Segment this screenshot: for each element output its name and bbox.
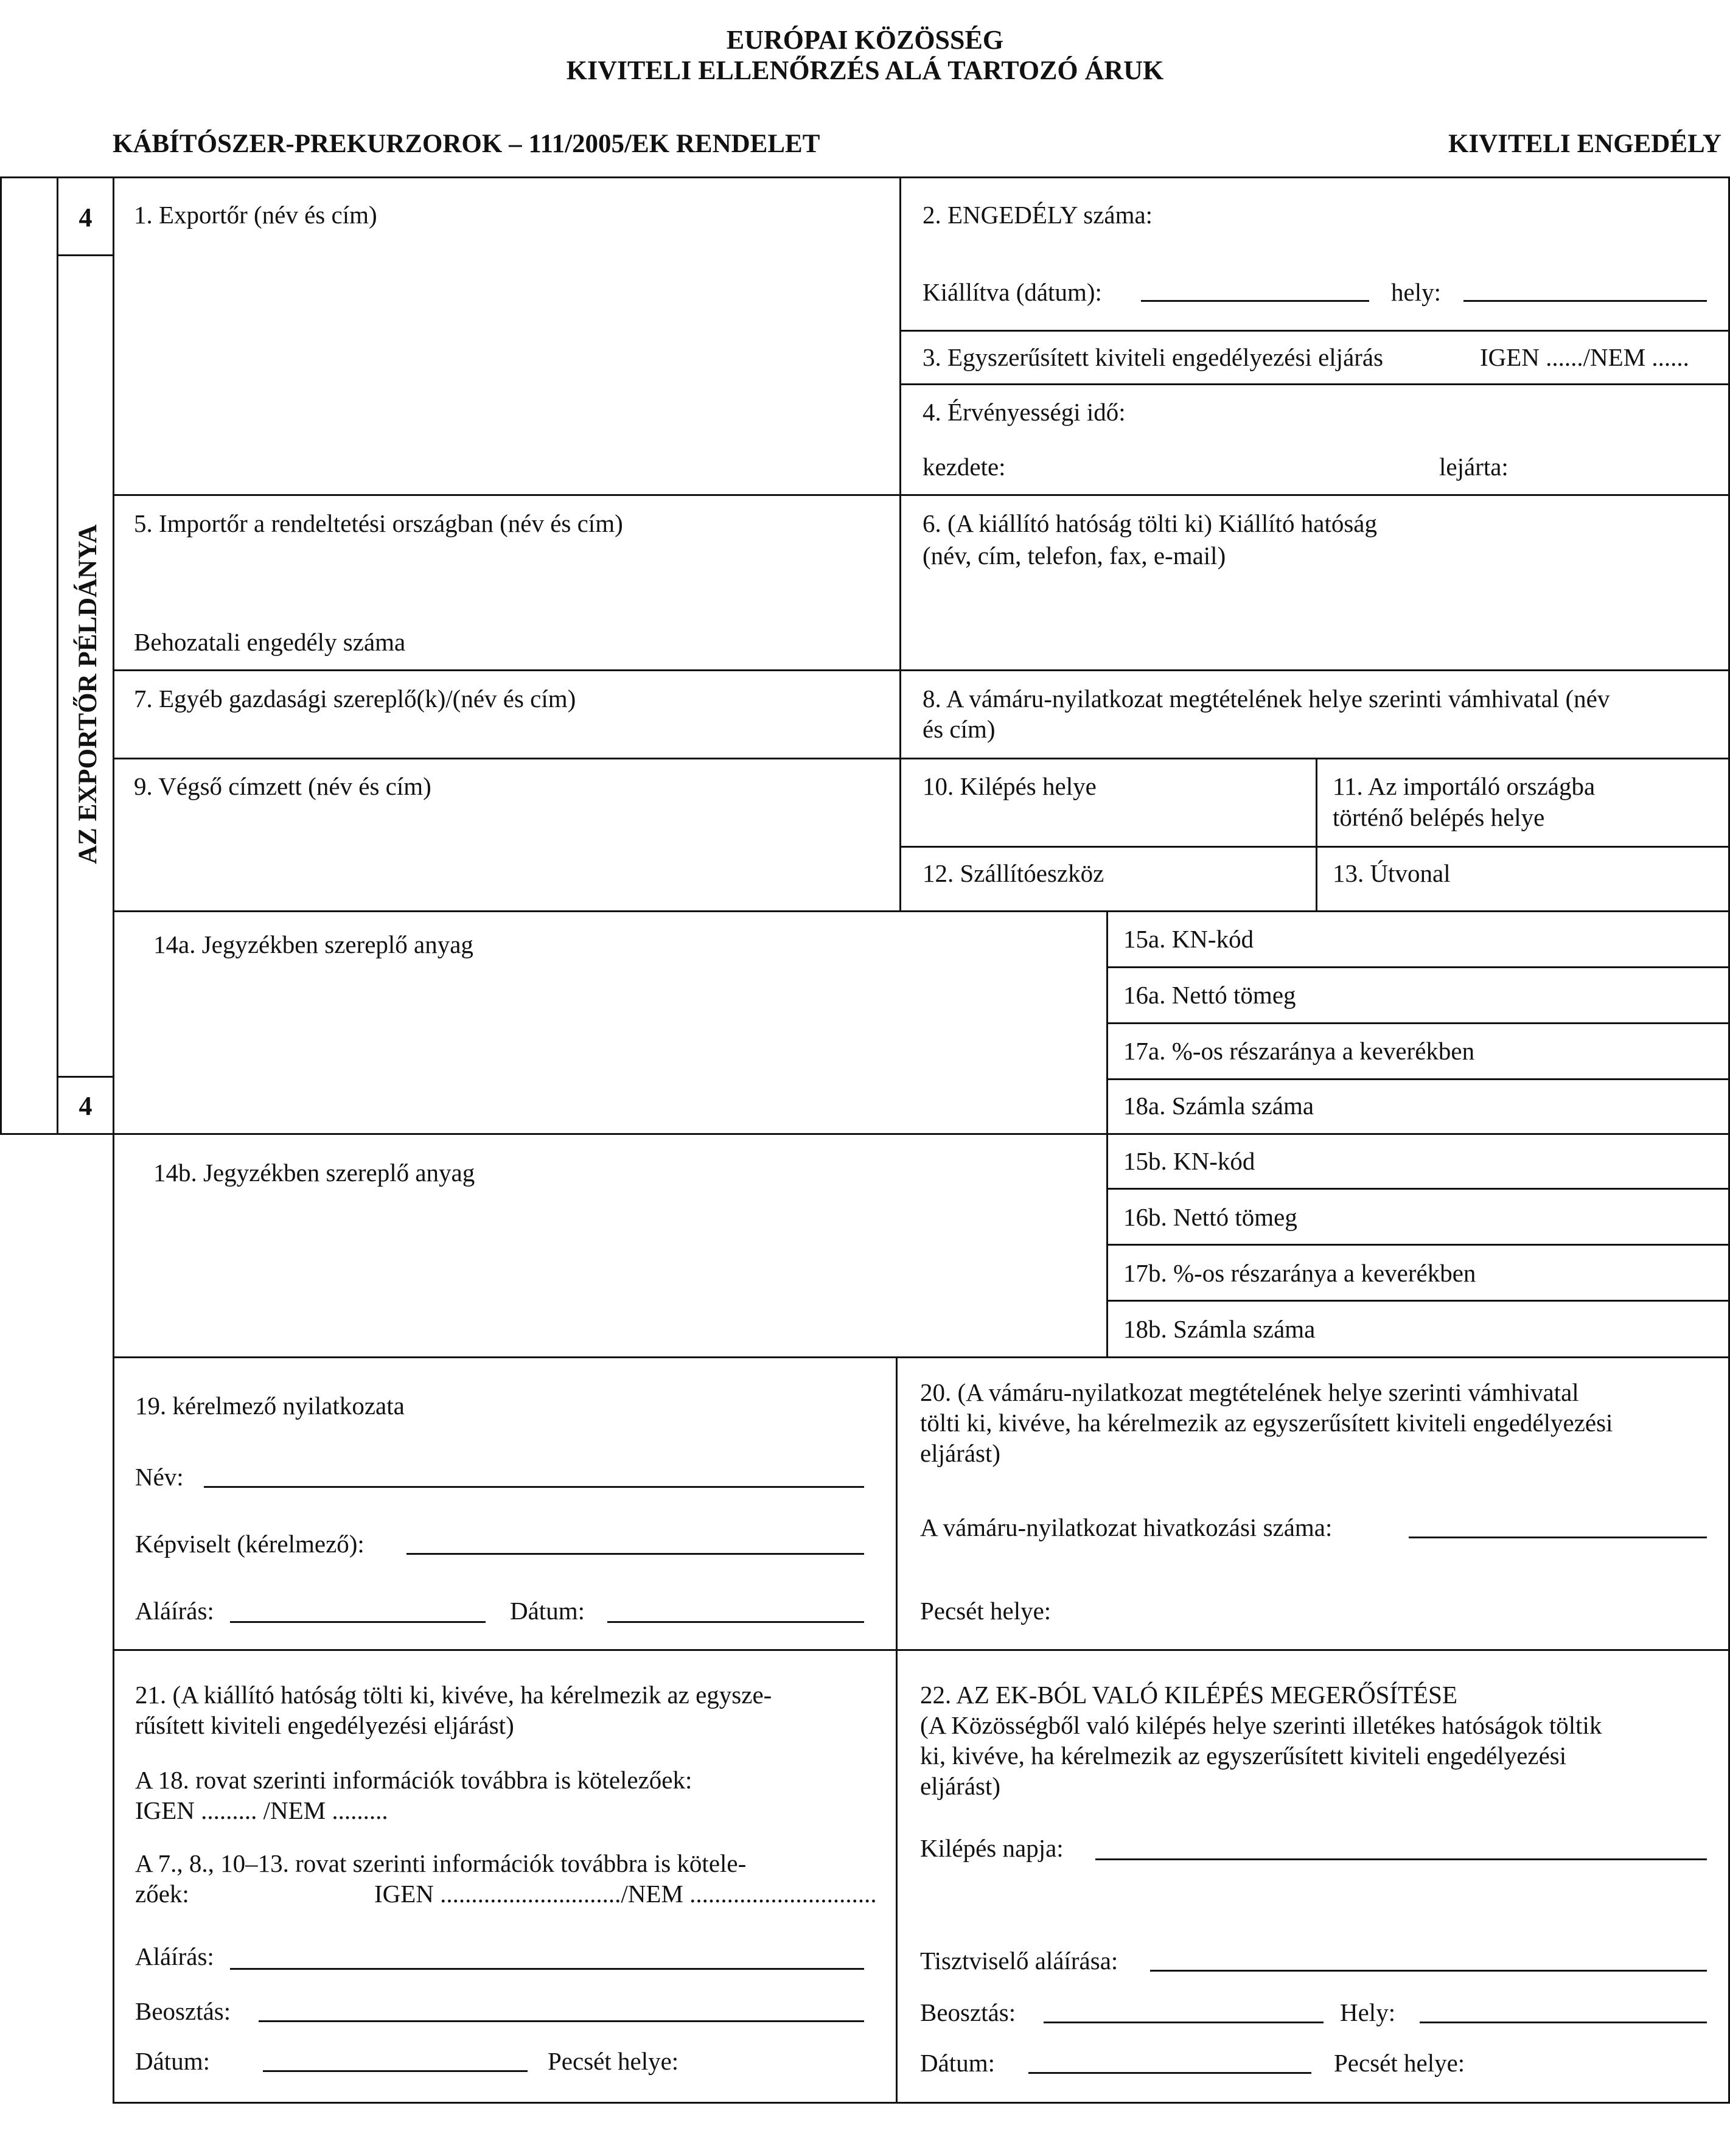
box21-position-label: Beosztás: xyxy=(135,1997,231,2025)
box19-represented-label: Képviselt (kérelmező): xyxy=(135,1530,364,1558)
box17b-bottom xyxy=(1106,1300,1728,1302)
substance-a-bottom-line xyxy=(113,1133,1730,1135)
box15b-bottom xyxy=(1106,1188,1728,1190)
box11-label-line1: 11. Az importáló országba xyxy=(1333,772,1596,800)
box22-label-line1: 22. AZ EK-BÓL VALÓ KILÉPÉS MEGERŐSÍTÉSE xyxy=(920,1681,1458,1709)
box21-label-line2: rűsített kiviteli engedélyezési eljárást) xyxy=(135,1711,514,1739)
box21-date-label: Dátum: xyxy=(135,2047,210,2075)
side-strip-inner-border xyxy=(57,176,58,1135)
box20-label-line2: tölti ki, kivéve, ha kérelmezik az egyszerűsített kiviteli engedélyezési xyxy=(920,1409,1613,1437)
box16b-bottom xyxy=(1106,1244,1728,1246)
box3-bottom-line xyxy=(899,383,1730,385)
substance-b-bottom-line xyxy=(113,1356,1730,1358)
box21-info7-choice[interactable]: IGEN ............................./NEM .............................. xyxy=(374,1880,877,1908)
box4-label: 4. Érvényességi idő: xyxy=(923,398,1126,426)
box2-place-field[interactable] xyxy=(1463,300,1707,302)
copy-number-bottom: 4 xyxy=(78,1091,92,1121)
box15a-bottom xyxy=(1106,966,1728,968)
box20-stamp-label: Pecsét helye: xyxy=(920,1597,1052,1625)
copy-label-vertical: AZ EXPORTŐR PÉLDÁNYA xyxy=(74,524,102,864)
box20-reference-label: A vámáru-nyilatkozat hivatkozási száma: xyxy=(920,1513,1333,1541)
box2-place-label: hely: xyxy=(1391,278,1441,306)
form-left-border xyxy=(113,176,114,2104)
row2-bottom-line xyxy=(113,669,1730,671)
box13-label: 13. Útvonal xyxy=(1333,859,1451,887)
box22-place-field[interactable] xyxy=(1420,2022,1707,2023)
box21-info7-line1: A 7., 8., 10–13. rovat szerinti információk továbbra is kötele- xyxy=(135,1849,747,1877)
bottom-column-divider xyxy=(896,1356,898,2104)
box14a-label: 14a. Jegyzékben szereplő anyag xyxy=(153,930,473,958)
form-title-line2: KIVITELI ELLENŐRZÉS ALÁ TARTOZÓ ÁRUK xyxy=(566,55,1164,85)
box5-import-permit-label: Behozatali engedély száma xyxy=(134,628,406,656)
regulation-title: KÁBÍTÓSZER-PREKURZOROK – 111/2005/EK RENDELET xyxy=(113,130,820,158)
box15a-label: 15a. KN-kód xyxy=(1123,925,1254,953)
row3-bottom-line xyxy=(113,758,1730,759)
box10-label: 10. Kilépés helye xyxy=(923,772,1097,800)
box19-name-label: Név: xyxy=(135,1463,184,1491)
box21-label-line1: 21. (A kiállító hatóság tölti ki, kivéve, ha kérelmezik az egysze- xyxy=(135,1681,772,1709)
box22-label-line3: ki, kivéve, ha kérelmezik az egyszerűsített kiviteli engedélyezési xyxy=(920,1742,1567,1770)
box16b-label: 16b. Nettó tömeg xyxy=(1123,1203,1297,1231)
box19-date-field[interactable] xyxy=(607,1621,864,1623)
box17b-label: 17b. %-os részaránya a keverékben xyxy=(1123,1259,1476,1287)
box16a-bottom xyxy=(1106,1022,1728,1024)
top-column-divider xyxy=(899,176,901,912)
box2-issued-label: Kiállítva (dátum): xyxy=(923,278,1102,306)
permit-type-title: KIVITELI ENGEDÉLY xyxy=(1448,130,1721,158)
box18b-label: 18b. Számla száma xyxy=(1123,1315,1316,1343)
copy-number-bottom-divider xyxy=(57,1076,113,1078)
box21-position-field[interactable] xyxy=(259,2020,864,2022)
box22-official-signature-field[interactable] xyxy=(1150,1970,1707,1972)
box3-choice[interactable]: IGEN ....../NEM ...... xyxy=(1480,343,1689,371)
box19-date-label: Dátum: xyxy=(510,1597,585,1625)
box17a-bottom xyxy=(1106,1078,1728,1080)
box22-official-signature-label: Tisztviselő aláírása: xyxy=(920,1947,1118,1975)
box22-date-field[interactable] xyxy=(1028,2072,1311,2074)
box21-signature-field[interactable] xyxy=(230,1968,864,1970)
box6-label-line1: 6. (A kiállító hatóság tölti ki) Kiállító hatóság xyxy=(923,509,1378,537)
box10-12-divider xyxy=(899,846,1730,848)
box22-exit-date-label: Kilépés napja: xyxy=(920,1834,1064,1862)
box16a-label: 16a. Nettó tömeg xyxy=(1123,981,1296,1009)
box21-signature-label: Aláírás: xyxy=(135,1942,214,1970)
box22-place-label: Hely: xyxy=(1340,1998,1396,2026)
box2-issued-date-field[interactable] xyxy=(1141,300,1369,302)
copy-number-top-divider xyxy=(57,254,113,256)
box21-date-field[interactable] xyxy=(263,2070,528,2072)
box22-position-label: Beosztás: xyxy=(920,1998,1016,2026)
form-bottom-border xyxy=(113,2102,1730,2104)
box17a-label: 17a. %-os részaránya a keverékben xyxy=(1123,1037,1475,1065)
box18a-label: 18a. Számla száma xyxy=(1123,1092,1314,1120)
box22-position-field[interactable] xyxy=(1044,2022,1324,2023)
box19-label: 19. kérelmező nyilatkozata xyxy=(135,1392,405,1420)
box19-signature-field[interactable] xyxy=(230,1621,486,1623)
box21-info18-choice[interactable]: IGEN ......... /NEM ......... xyxy=(135,1796,388,1824)
form-title-line1: EURÓPAI KÖZÖSSÉG xyxy=(726,25,1004,55)
box19-20-bottom-line xyxy=(113,1649,1730,1651)
box22-stamp-label: Pecsét helye: xyxy=(1334,2049,1465,2077)
box20-reference-field[interactable] xyxy=(1409,1537,1707,1538)
box9-label: 9. Végső címzett (név és cím) xyxy=(134,772,431,800)
box14b-label: 14b. Jegyzékben szereplő anyag xyxy=(153,1159,475,1187)
box19-represented-field[interactable] xyxy=(406,1553,864,1555)
box4-start-label: kezdete: xyxy=(923,453,1006,481)
copy-number-top: 4 xyxy=(78,203,92,232)
box22-label-line4: eljárást) xyxy=(920,1772,1001,1800)
box2-bottom-line xyxy=(899,330,1730,332)
box22-exit-date-field[interactable] xyxy=(1095,1858,1707,1860)
box20-label-line1: 20. (A vámáru-nyilatkozat megtételének helye szerinti vámhivatal xyxy=(920,1378,1579,1406)
box19-signature-label: Aláírás: xyxy=(135,1597,214,1625)
box12-label: 12. Szállítóeszköz xyxy=(923,859,1104,887)
box21-info18-line1: A 18. rovat szerinti információk továbbra is kötelezőek: xyxy=(135,1766,692,1794)
box4-end-label: lejárta: xyxy=(1439,453,1509,481)
box7-label: 7. Egyéb gazdasági szereplő(k)/(név és cím) xyxy=(134,685,576,713)
box22-date-label: Dátum: xyxy=(920,2049,995,2077)
form-top-border xyxy=(113,176,1730,178)
box2-label: 2. ENGEDÉLY száma: xyxy=(923,201,1153,229)
box19-name-field[interactable] xyxy=(204,1486,864,1488)
box6-label-line2: (név, cím, telefon, fax, e-mail) xyxy=(923,542,1226,570)
side-strip-left-border xyxy=(0,176,2,1135)
box1-label: 1. Exportőr (név és cím) xyxy=(134,201,377,229)
box8-label-line1: 8. A vámáru-nyilatkozat megtételének helye szerinti vámhivatal (név xyxy=(923,685,1610,713)
box5-label: 5. Importőr a rendeltetési országban (név és cím) xyxy=(134,509,623,537)
box3-label: 3. Egyszerűsített kiviteli engedélyezési eljárás xyxy=(923,343,1384,371)
row4-bottom-line xyxy=(113,910,1730,912)
box11-label-line2: történő belépés helye xyxy=(1333,803,1545,831)
row1-bottom-line xyxy=(113,494,1730,496)
box8-label-line2: és cím) xyxy=(923,715,996,743)
box21-stamp-label: Pecsét helye: xyxy=(548,2047,679,2075)
box20-label-line3: eljárást) xyxy=(920,1439,1001,1467)
box15b-label: 15b. KN-kód xyxy=(1123,1147,1255,1175)
box10-11-divider xyxy=(1316,758,1317,912)
box21-info7-line2-label: zőek: xyxy=(135,1880,189,1908)
box22-label-line2: (A Közösségből való kilépés helye szerinti illetékes hatóságok töltik xyxy=(920,1711,1602,1739)
